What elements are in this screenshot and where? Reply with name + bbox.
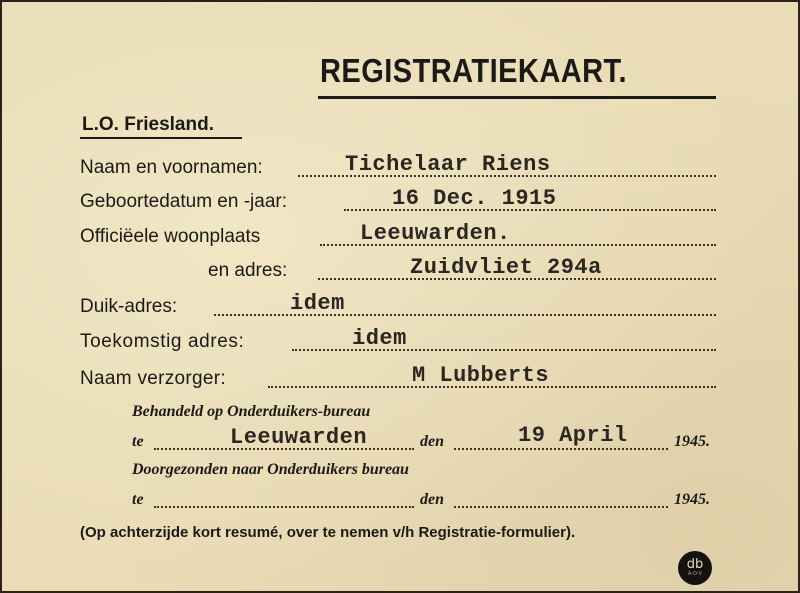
organization-label: L.O. Friesland. [82,114,214,135]
footer-note: (Op achterzijde kort resumé, over te nemen v/h Registratie-formulier). [80,524,576,541]
dotted-line [454,448,668,450]
behandeld-te-label: te [132,433,144,450]
field-label-caretaker: Naam verzorger: [80,368,226,389]
stamp-small-text: A·O·V [688,571,702,577]
doorgezonden-heading: Doorgezonden naar Onderduikers bureau [132,461,409,478]
behandeld-den-value: 19 April [518,423,628,448]
field-value-address: Zuidvliet 294a [410,255,602,280]
field-value-name: Tichelaar Riens [345,152,551,177]
doorgezonden-te-label: te [132,491,144,508]
behandeld-te-value: Leeuwarden [230,425,368,450]
behandeld-year: 1945. [674,433,710,450]
field-value-caretaker: M Lubberts [412,363,550,388]
field-label-hiding-address: Duik-adres: [80,296,178,317]
dotted-line [154,506,414,508]
archive-stamp-icon [678,551,712,585]
field-value-residence: Leeuwarden. [360,221,511,246]
field-label-future-address: Toekomstig adres: [80,331,245,352]
behandeld-den-label: den [420,433,444,450]
field-value-hiding-address: idem [290,291,345,316]
field-label-residence: Officiëele woonplaats [80,226,261,247]
behandeld-heading: Behandeld op Onderduikers-bureau [132,403,371,420]
doorgezonden-den-label: den [420,491,444,508]
stamp-logo: db [686,557,704,572]
field-value-future-address: idem [352,326,407,351]
title-underline [318,96,716,99]
field-label-address: en adres: [208,260,288,281]
field-label-birthdate: Geboortedatum en -jaar: [80,191,288,212]
dotted-line [454,506,668,508]
field-value-birthdate: 16 Dec. 1915 [392,186,557,211]
card-title: REGISTRATIEKAART. [320,52,628,89]
doorgezonden-year: 1945. [674,491,710,508]
organization-underline [80,137,242,139]
field-label-name: Naam en voornamen: [80,157,263,178]
